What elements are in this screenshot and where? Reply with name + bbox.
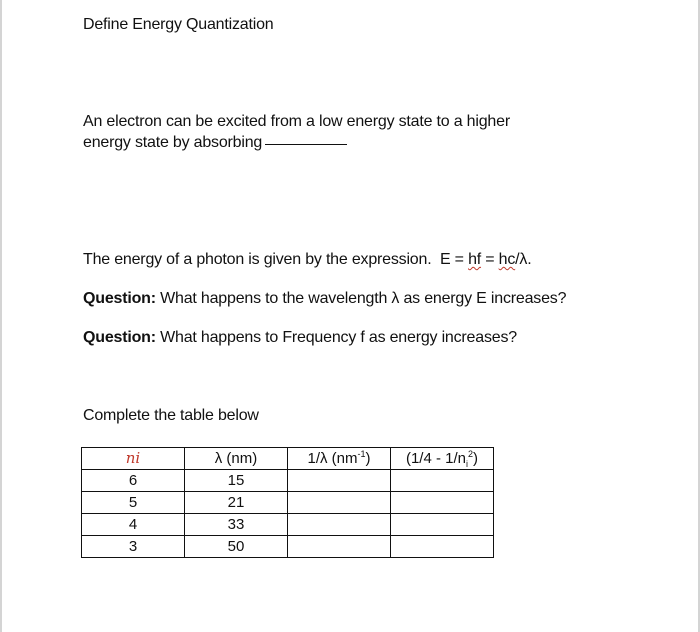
equation-hf: hf (468, 251, 482, 268)
cell-lambda: 33 (185, 514, 288, 536)
header-inverse-lambda-base: 1/λ (nm (307, 449, 358, 467)
question-2 (83, 327, 517, 348)
equation-mid: = (481, 251, 499, 268)
header-inverse-lambda-close: ) (365, 449, 371, 467)
cell-lambda: 21 (185, 492, 288, 514)
header-inverse-lambda-exp: -1 (357, 448, 366, 459)
cell-rydberg-term[interactable] (391, 536, 494, 558)
header-ni (82, 448, 185, 470)
equation-end: /λ. (515, 251, 532, 268)
header-rydberg-sub: i (466, 458, 468, 469)
cell-n: 6 (82, 470, 185, 492)
table-header-row (82, 448, 494, 470)
cell-lambda: 15 (185, 470, 288, 492)
cell-n: 3 (82, 536, 185, 558)
table-row (82, 492, 494, 514)
header-ni-text: ni (125, 449, 141, 467)
table-row (82, 536, 494, 558)
paragraph-1-line-1: An electron can be excited from a low energy state to a higher (83, 113, 510, 130)
question-1 (83, 288, 566, 309)
header-inverse-lambda (288, 448, 391, 470)
cell-rydberg-term[interactable] (391, 470, 494, 492)
cell-lambda: 50 (185, 536, 288, 558)
cell-inverse-lambda[interactable] (288, 492, 391, 514)
header-rydberg-exp: 2 (468, 448, 474, 459)
header-lambda: λ (nm) (185, 448, 288, 470)
question-1-label: Question: (83, 290, 156, 307)
photon-energy-text: The energy of a photon is given by the expression. (83, 251, 432, 268)
question-1-text: What happens to the wavelength λ as energy E increases? (155, 290, 567, 307)
cell-inverse-lambda[interactable] (288, 536, 391, 558)
paragraph-1-line-2 (83, 132, 347, 153)
data-table (81, 447, 494, 558)
answer-blank[interactable] (265, 144, 347, 145)
header-rydberg-term (391, 448, 494, 470)
equation-hc: hc (498, 251, 516, 268)
header-rydberg-base: (1/4 - 1/n (405, 449, 466, 467)
cell-rydberg-term[interactable] (391, 514, 494, 536)
question-2-text: What happens to Frequency f as energy increases? (155, 329, 517, 346)
photon-energy-paragraph (83, 249, 531, 270)
document-title: Define Energy Quantization (83, 16, 274, 33)
cell-n: 5 (82, 492, 185, 514)
cell-inverse-lambda[interactable] (288, 514, 391, 536)
cell-inverse-lambda[interactable] (288, 470, 391, 492)
header-rydberg-close: ) (473, 449, 479, 467)
cell-rydberg-term[interactable] (391, 492, 494, 514)
equation-lhs: E = (439, 251, 469, 268)
question-2-label: Question: (83, 329, 156, 346)
cell-n: 4 (82, 514, 185, 536)
page-left-edge (0, 0, 2, 632)
paragraph-1-line-2-text: energy state by absorbing (83, 134, 263, 151)
table-row (82, 470, 494, 492)
table-title: Complete the table below (83, 407, 259, 424)
table-row (82, 514, 494, 536)
